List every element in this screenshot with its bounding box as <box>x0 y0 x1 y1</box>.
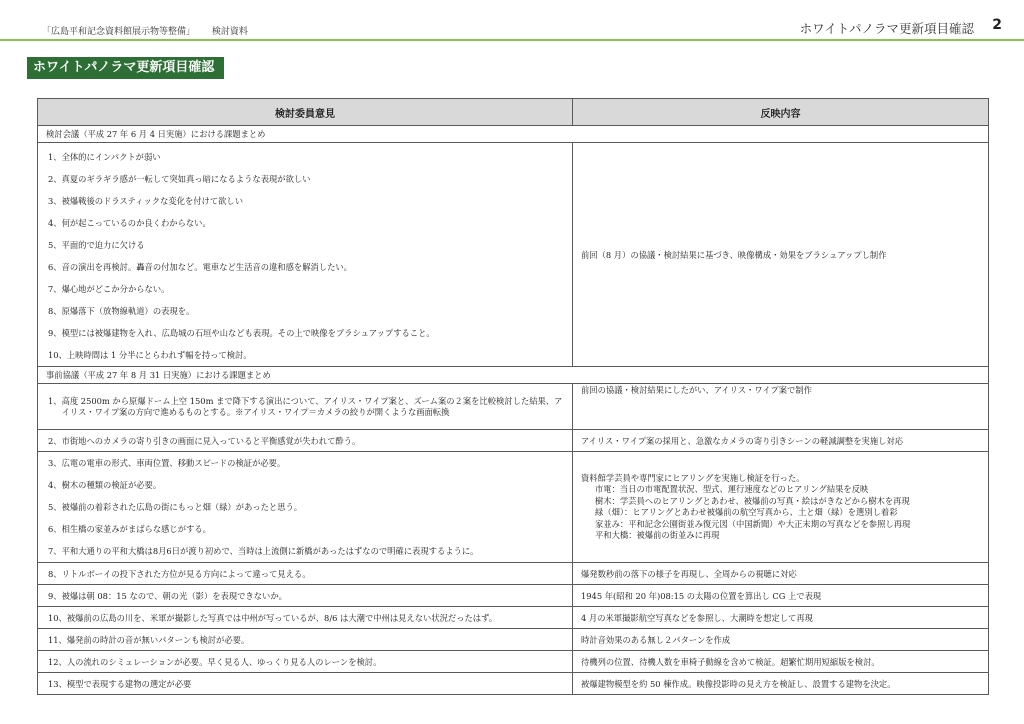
reflection-cell: 時計音効果のある無し２パターンを作成 <box>573 629 989 651</box>
reflection-line: 緑（畑）：ヒアリングとあわせ被爆前の航空写真から、土と畑（緑）を選別し着彩 <box>595 507 898 517</box>
reflection-cell: 爆発数秒前の落下の様子を再現し、全周からの視聴に対応 <box>573 563 989 585</box>
list-item: 1、全体的にインパクトが弱い <box>48 152 161 162</box>
opinion-cell: 12、人の流れのシミュレーションが必要。早く見る人、ゆっくり見る人のレーンを検討。 <box>38 651 573 673</box>
list-item: 5、平面的で迫力に欠ける <box>48 240 145 250</box>
list-item: 10、上映時間は 1 分半にとらわれず幅を持って検討。 <box>48 350 252 360</box>
table-row <box>38 585 989 607</box>
reflection-cell: 前回の協議・検討結果にしたがい、アイリス・ワイプ案で制作 <box>573 384 989 430</box>
list-item: 3、被爆戦後のドラスティックな変化を付けて欲しい <box>48 196 244 206</box>
section-heading-row <box>38 367 989 384</box>
opinion-cell: 9、被爆は朝 08：15 なので、朝の光（影）を表現できないか。 <box>38 585 573 607</box>
opinion-cell: 2、市街地へのカメラの寄り引きの画面に見入っていると平衡感覚が失われて酔う。 <box>38 430 573 452</box>
list-item: 8、原爆落下（放物線軌道）の表現を。 <box>48 306 195 316</box>
list-item: 9、模型には被爆建物を入れ、広島城の石垣や山なども表現。その上で映像をブラシュアップすること。 <box>48 328 435 338</box>
table-row <box>38 143 989 367</box>
item-text: 高度 2500m から原爆ドーム上空 150m まで降下する演出について、アイリス・ワイプ案と、ズーム案の２案を比較検討した結果、アイリス・ワイプ案の方向で進めるものとする。※アイリス・ワイプ＝カメラの絞りが開くような画面転換 <box>61 395 563 417</box>
table-row <box>38 430 989 452</box>
project-name: 「広島平和記念資料館展示物等整備」 <box>42 27 196 37</box>
reflection-line: 樹木：学芸員へのヒアリングとあわせ、被爆前の写真・絵はがきなどから樹木を再現 <box>595 495 910 506</box>
reflection-cell: 待機列の位置、待機人数を車椅子動線を含めて検証。超繁忙期用短縮版を検討。 <box>573 651 989 673</box>
opinion-cell: 8、リトルボーイの投下された方位が見る方向によって違って見える。 <box>38 563 573 585</box>
table-row <box>38 384 989 430</box>
reflection-line: 平和大橋：被爆前の街並みに再現 <box>595 530 720 540</box>
list-item: 3、広電の電車の形式、車両位置、移動スピードの検証が必要。 <box>48 458 286 468</box>
header-divider <box>0 39 1024 41</box>
column-header-opinions: 検討委員意見 <box>38 99 573 126</box>
list-item: 5、被爆前の着彩された広島の街にもっと畑（緑）があったと思う。 <box>48 502 303 512</box>
list-item: 6、音の演出を再検討。轟音の付加など。電車など生活音の違和感を解消したい。 <box>48 262 352 272</box>
reflection-cell: 被爆建物模型を約 50 棟作成。映像投影時の見え方を検証し、設置する建物を決定。 <box>573 673 989 695</box>
section-heading-row <box>38 126 989 143</box>
section-heading-preliminary: 事前協議（平成 27 年 8 月 31 日実施）における課題まとめ <box>38 367 989 384</box>
header-title: ホワイトパノラマ更新項目確認 <box>799 21 974 36</box>
opinion-cell: 11、爆発前の時計の音が無いパターンも検討が必要。 <box>38 629 573 651</box>
table-row-group <box>38 452 989 563</box>
table-row <box>38 673 989 695</box>
item-number: 1、 <box>48 395 62 406</box>
opinion-list-meeting <box>38 143 573 367</box>
table-row <box>38 629 989 651</box>
document-header <box>42 24 262 37</box>
document-type: 検討資料 <box>211 27 248 37</box>
page-title: ホワイトパノラマ更新項目確認 <box>27 57 224 79</box>
table-row <box>38 563 989 585</box>
reflection-cell: 4 月の米軍撮影航空写真などを参照し、大潮時を想定して再現 <box>573 607 989 629</box>
reflection-line: 家並み：平和記念公園街並み復元図（中国新聞）や大正末期の写真などを参照し再現 <box>595 518 911 529</box>
list-item: 7、爆心地がどこか分からない。 <box>48 284 170 294</box>
review-table <box>37 98 989 695</box>
list-item: 4、樹木の種類の検証が必要。 <box>48 480 162 490</box>
table-header-row <box>38 99 989 126</box>
opinion-cell: 13、模型で表現する建物の選定が必要 <box>38 673 573 695</box>
table-row <box>38 607 989 629</box>
reflection-cell: アイリス・ワイプ案の採用と、急激なカメラの寄り引きシーンの軽減調整を実施し対応 <box>573 430 989 452</box>
list-item: 6、相生橋の家並みがまばらな感じがする。 <box>48 524 211 534</box>
reflection-meeting: 前回（8 月）の協議・検討結果に基づき、映像構成・効果をブラシュアップし制作 <box>573 143 989 367</box>
reflection-line: 資料館学芸員や専門家にヒアリングを実施し検証を行った。 <box>581 472 805 483</box>
list-item: 7、平和大通りの平和大橋は8月6日が渡り初めで、当時は上流側に新橋があったはずなので明確に表現するように。 <box>48 546 479 556</box>
opinion-list-group <box>38 452 573 563</box>
list-item: 2、真夏のギラギラ感が一転して突如真っ暗になるような表現が欲しい <box>48 174 311 184</box>
list-item: 4、何が起こっているのか良くわからない。 <box>48 218 211 228</box>
opinion-cell: 10、被爆前の広島の川を、米軍が撮影した写真では中州が写っているが、8/6 は大潮で中州は見えない状況だったはず。 <box>38 607 573 629</box>
opinion-cell <box>38 384 573 430</box>
reflection-line: 市電：当日の市電配置状況、型式、運行速度などのヒアリング結果を反映 <box>595 484 869 494</box>
reflection-cell: 1945 年(昭和 20 年)08:15 の太陽の位置を算出し CG 上で表現 <box>573 585 989 607</box>
page-number: 2 <box>992 17 1002 33</box>
section-heading-meeting: 検討会議（平成 27 年 6 月 4 日実施）における課題まとめ <box>38 126 989 143</box>
table-row <box>38 651 989 673</box>
column-header-reflection: 反映内容 <box>573 99 989 126</box>
reflection-group <box>573 452 989 563</box>
